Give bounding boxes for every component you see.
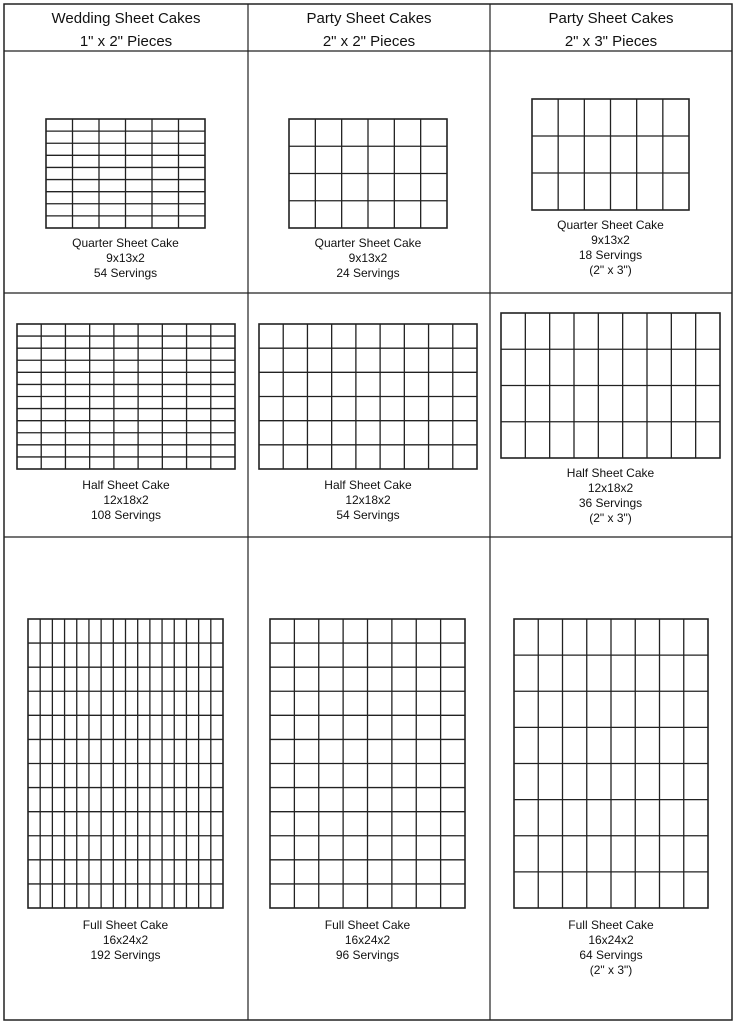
cake-servings: 108 Servings	[90, 508, 162, 522]
cake-size-label: Half Sheet Cake	[82, 478, 170, 492]
cake-size-label: Full Sheet Cake	[82, 918, 169, 932]
column-subtitle: 2" x 3" Pieces	[564, 33, 658, 50]
cake-servings: 54 Servings	[336, 508, 400, 522]
cake-size-label: Half Sheet Cake	[324, 478, 412, 492]
column-subtitle: 1" x 2" Pieces	[79, 33, 173, 50]
cake-size-label: Full Sheet Cake	[324, 918, 411, 932]
cake-servings: 192 Servings	[90, 948, 161, 962]
cake-dimensions: 16x24x2	[588, 933, 634, 947]
cake-dimensions: 9x13x2	[106, 251, 145, 265]
column-subtitle: 2" x 2" Pieces	[322, 33, 416, 50]
column-title: Wedding Sheet Cakes	[51, 10, 201, 27]
cake-servings: 18 Servings	[578, 248, 643, 262]
cake-dimensions: 16x24x2	[344, 933, 391, 947]
piece-size-note: (2" x 3")	[589, 963, 633, 977]
cake-dimensions: 9x13x2	[591, 233, 630, 247]
cake-dimensions: 12x18x2	[587, 481, 634, 495]
cake-servings: 36 Servings	[578, 496, 643, 510]
cake-servings: 64 Servings	[579, 948, 643, 962]
cake-dimensions: 9x13x2	[348, 251, 388, 265]
cake-size-label: Half Sheet Cake	[566, 466, 655, 480]
piece-size-note: (2" x 3")	[589, 511, 632, 525]
column-title: Party Sheet Cakes	[306, 10, 432, 27]
cake-size-label: Quarter Sheet Cake	[314, 236, 422, 250]
cake-dimensions: 16x24x2	[102, 933, 149, 947]
cake-size-label: Quarter Sheet Cake	[72, 236, 179, 250]
cake-dimensions: 12x18x2	[103, 493, 149, 507]
cake-dimensions: 12x18x2	[345, 493, 391, 507]
column-title: Party Sheet Cakes	[548, 10, 674, 27]
cake-size-label: Full Sheet Cake	[568, 918, 654, 932]
cake-servings: 96 Servings	[335, 948, 400, 962]
piece-size-note: (2" x 3")	[589, 263, 632, 277]
cake-servings: 24 Servings	[336, 266, 400, 280]
cake-size-label: Quarter Sheet Cake	[557, 218, 664, 232]
cake-servings: 54 Servings	[93, 266, 158, 280]
